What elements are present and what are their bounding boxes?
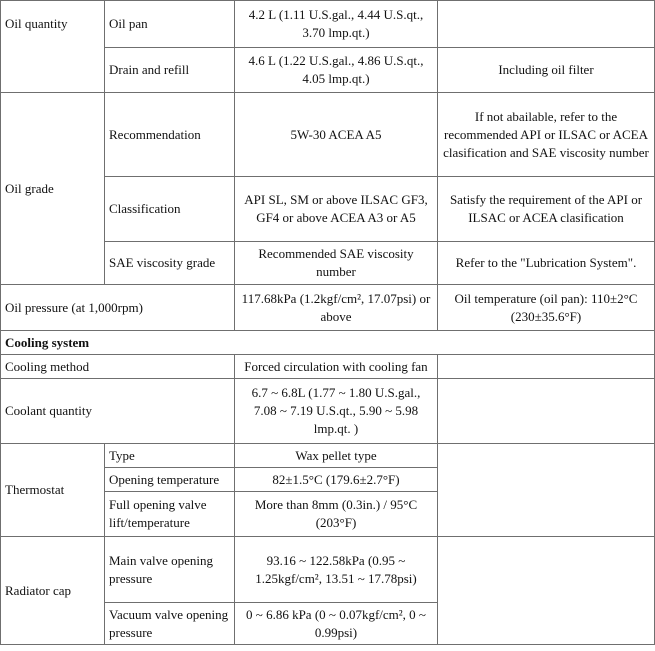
vacuum-valve-value: 0 ~ 6.86 kPa (0 ~ 0.07kgf/cm², 0 ~ 0.99psi) <box>235 603 438 645</box>
coolant-quantity-value: 6.7 ~ 6.8L (1.77 ~ 1.80 U.S.gal., 7.08 ~ 7.19 U.S.qt., 5.90 ~ 5.98 lmp.qt. ) <box>235 379 438 444</box>
drain-refill-value: 4.6 L (1.22 U.S.gal., 4.86 U.S.qt., 4.05 lmp.qt.) <box>235 48 438 93</box>
cooling-system-heading: Cooling system <box>1 331 655 355</box>
opening-temperature-value: 82±1.5°C (179.6±2.7°F) <box>235 468 438 492</box>
cooling-method-label: Cooling method <box>1 355 235 379</box>
classification-note: Satisfy the requirement of the API or ILSAC or ACEA clasification <box>438 177 655 242</box>
table-row <box>1 537 655 603</box>
oil-pressure-note: Oil temperature (oil pan): 110±2°C (230±35.6°F) <box>438 285 655 331</box>
cooling-method-value: Forced circulation with cooling fan <box>235 355 438 379</box>
thermostat-type-label: Type <box>105 444 235 468</box>
table-row <box>1 379 655 444</box>
table-row <box>1 444 655 468</box>
table-row <box>1 1 655 48</box>
oil-pan-label: Oil pan <box>105 1 235 48</box>
thermostat-note <box>438 444 655 537</box>
drain-refill-note: Including oil filter <box>438 48 655 93</box>
full-opening-label: Full opening valve lift/temperature <box>105 492 235 537</box>
thermostat-type-value: Wax pellet type <box>235 444 438 468</box>
oil-pan-note <box>438 1 655 48</box>
table-row <box>1 93 655 177</box>
sae-viscosity-value: Recommended SAE viscosity number <box>235 242 438 285</box>
oil-pressure-value: 117.68kPa (1.2kgf/cm², 17.07psi) or above <box>235 285 438 331</box>
main-valve-value: 93.16 ~ 122.58kPa (0.95 ~ 1.25kgf/cm², 13.51 ~ 17.78psi) <box>235 537 438 603</box>
classification-value: API SL, SM or above ILSAC GF3, GF4 or above ACEA A3 or A5 <box>235 177 438 242</box>
opening-temperature-label: Opening temperature <box>105 468 235 492</box>
coolant-quantity-label: Coolant quantity <box>1 379 235 444</box>
sae-viscosity-label: SAE viscosity grade <box>105 242 235 285</box>
recommendation-value: 5W-30 ACEA A5 <box>235 93 438 177</box>
table-row <box>1 355 655 379</box>
vacuum-valve-label: Vacuum valve opening pressure <box>105 603 235 645</box>
thermostat-label: Thermostat <box>1 444 105 537</box>
full-opening-value: More than 8mm (0.3in.) / 95°C (203°F) <box>235 492 438 537</box>
cooling-method-note <box>438 355 655 379</box>
coolant-quantity-note <box>438 379 655 444</box>
sae-viscosity-note: Refer to the "Lubrication System". <box>438 242 655 285</box>
table-row <box>1 331 655 355</box>
radiator-cap-label: Radiator cap <box>1 537 105 645</box>
classification-label: Classification <box>105 177 235 242</box>
drain-refill-label: Drain and refill <box>105 48 235 93</box>
radiator-cap-note <box>438 537 655 645</box>
oil-pressure-label: Oil pressure (at 1,000rpm) <box>1 285 235 331</box>
recommendation-label: Recommendation <box>105 93 235 177</box>
main-valve-label: Main valve opening pressure <box>105 537 235 603</box>
oil-grade-label: Oil grade <box>1 93 105 285</box>
oil-quantity-label: Oil quantity <box>1 1 105 93</box>
recommendation-note: If not abailable, refer to the recommended API or ILSAC or ACEA clasification and SAE viscosity number <box>438 93 655 177</box>
oil-pan-value: 4.2 L (1.11 U.S.gal., 4.44 U.S.qt., 3.70 lmp.qt.) <box>235 1 438 48</box>
table-row <box>1 285 655 331</box>
